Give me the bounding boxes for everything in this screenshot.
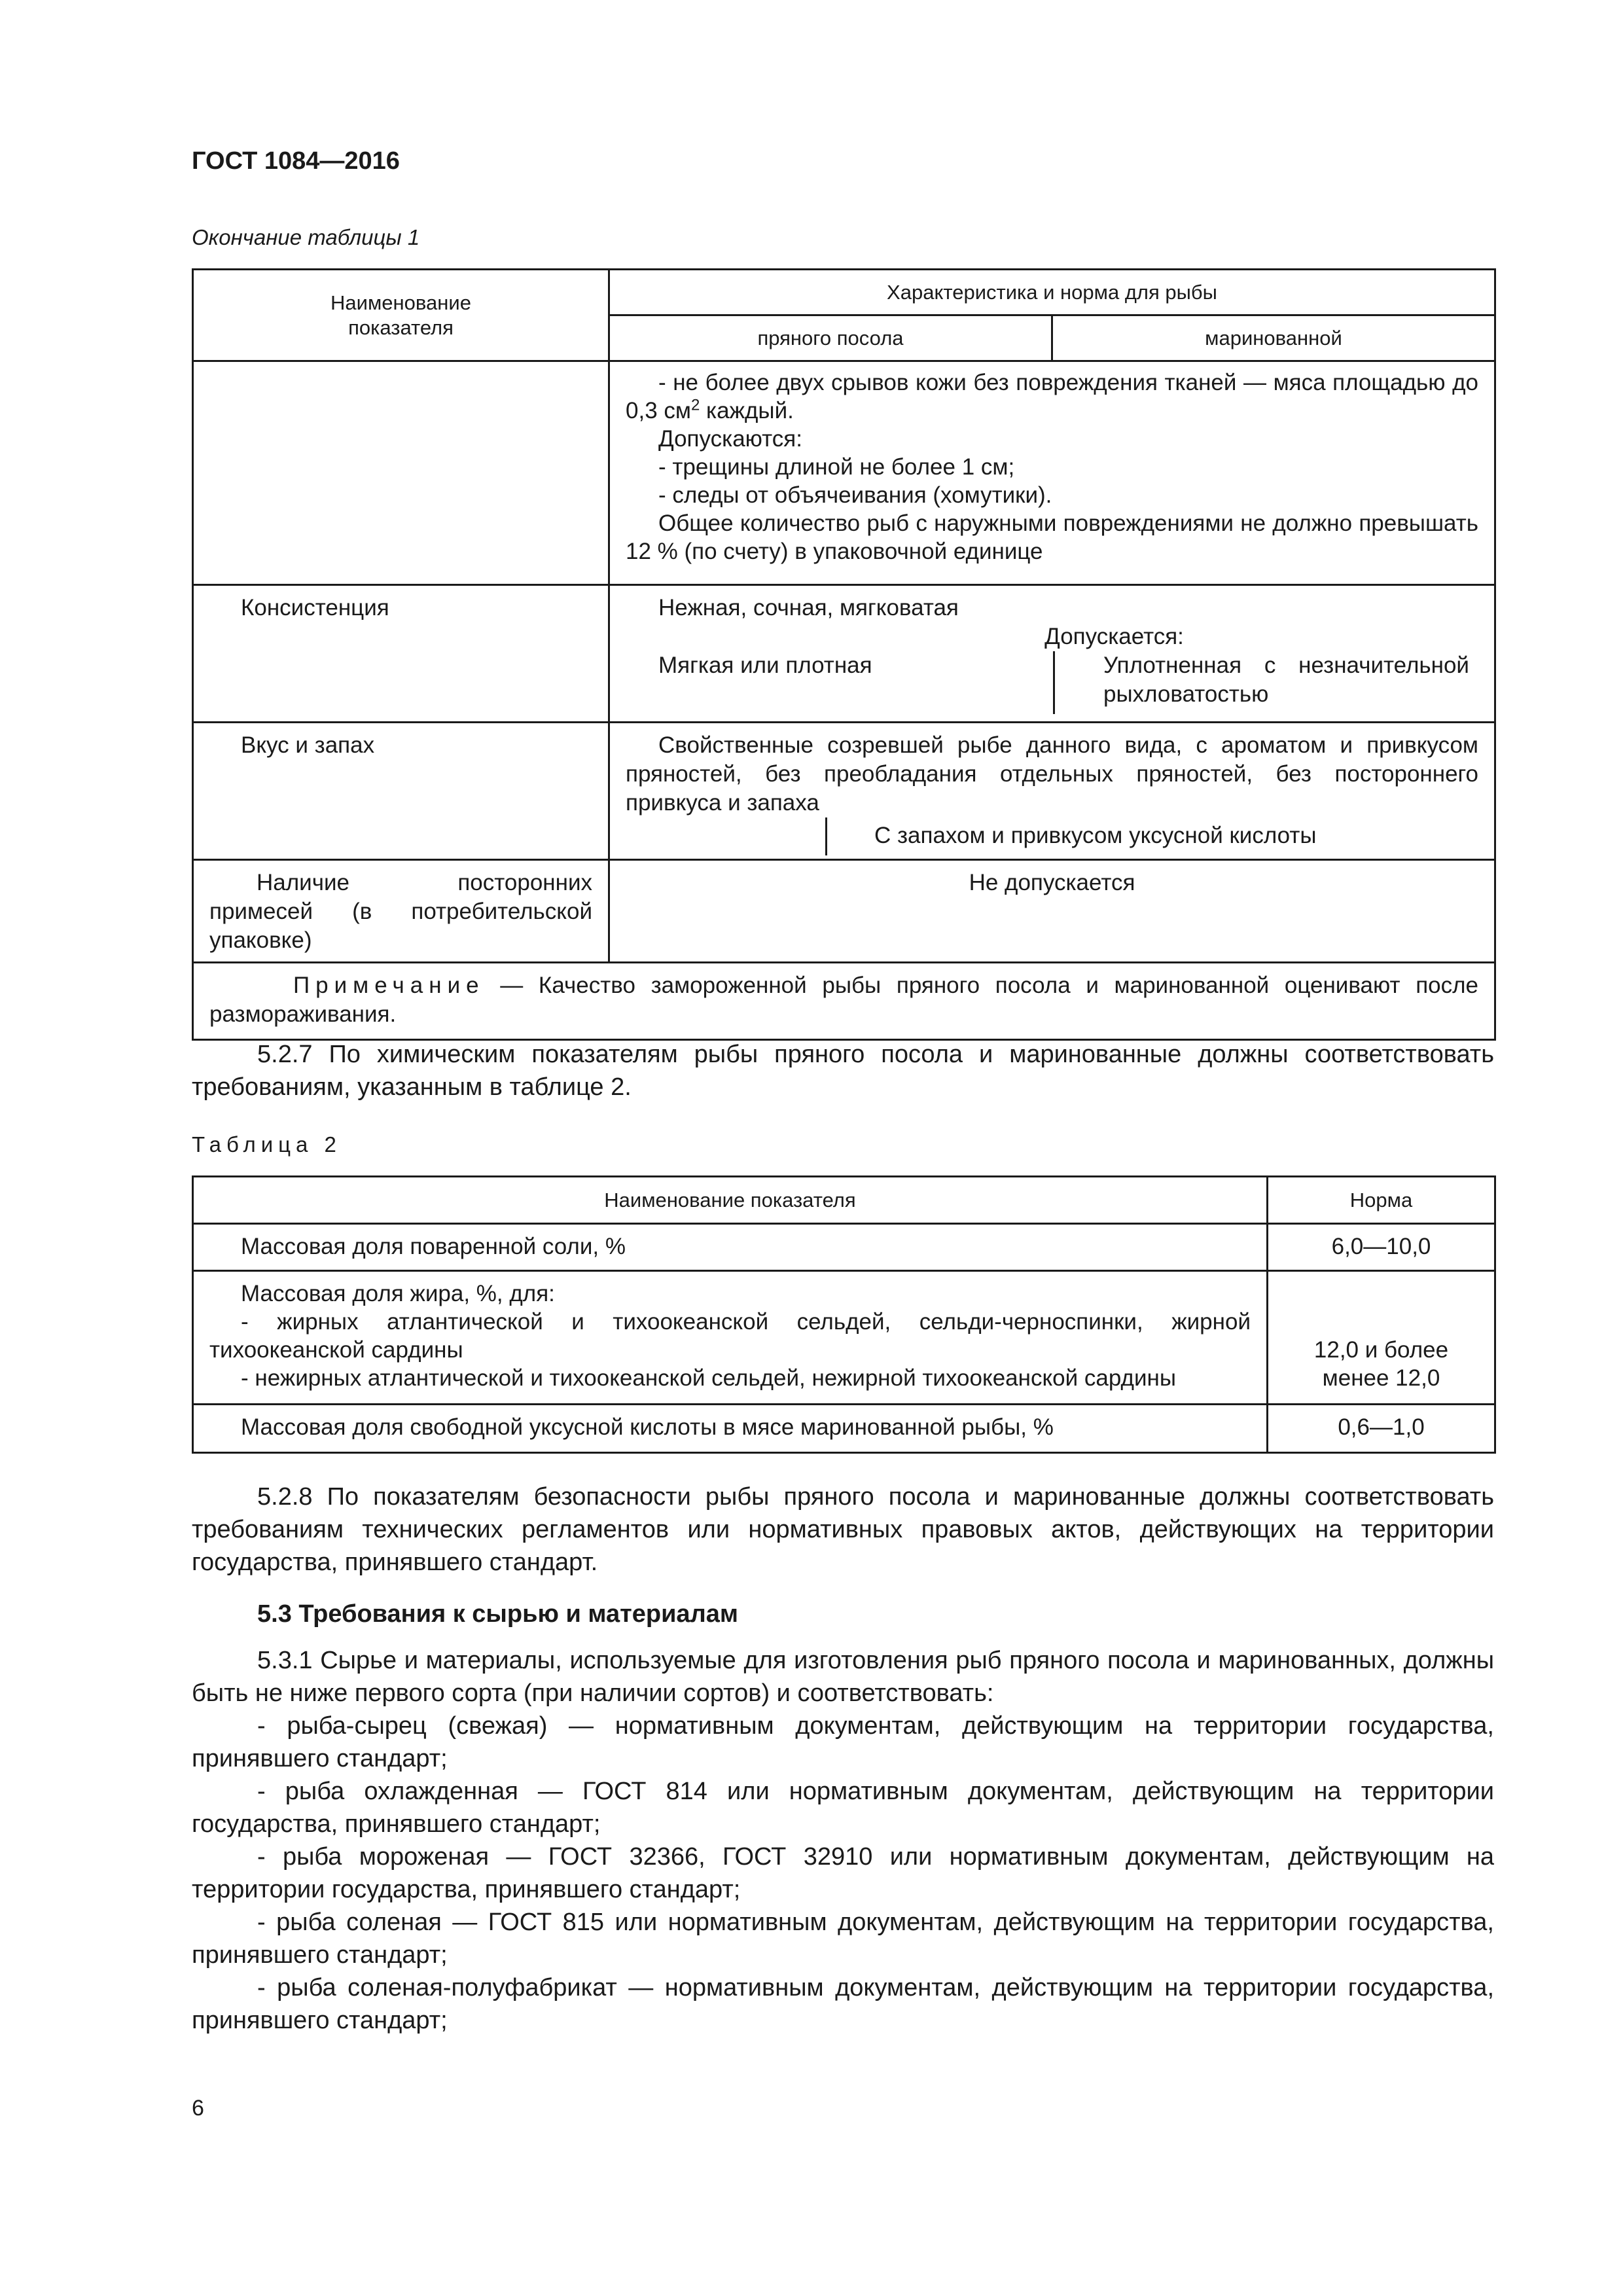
item-2: - рыба охлажденная — ГОСТ 814 или нормативным документам, действующим на территории государства, принявшего стандарт;: [192, 1778, 1494, 1838]
t1-note: [193, 963, 1495, 1040]
t1-row1-value: [609, 361, 1495, 585]
paragraph-5-2-7: 5.2.7 По химическим показателям рыбы пряного посола и маринованные должны соответствовать требованиям, указанным в таблице 2.: [192, 1041, 1494, 1101]
t1-row3-name: Вкус и запах: [193, 723, 609, 860]
t2-row1-name: Массовая доля поваренной соли, %: [193, 1224, 1268, 1271]
t1-row1-line2: Допускаются:: [658, 426, 802, 452]
t1-row1-line3: - трещины длиной не более 1 см;: [658, 454, 1015, 480]
item-3: - рыба мороженая — ГОСТ 32366, ГОСТ 32910 или нормативным документам, действующим на территории государства, принявшего стандарт;: [192, 1843, 1494, 1903]
t1-row1-line5: Общее количество рыб с наружными повреждениями не должно превышать 12 % (по счету) в упаковочной единице: [626, 511, 1478, 564]
t1-header-spiced: пряного посола: [609, 315, 1052, 361]
note-label: Примечание: [293, 973, 485, 998]
t1-row1-line4: - следы от объячеивания (хомутики).: [658, 482, 1052, 508]
t1-row4-value: Не допускается: [609, 860, 1495, 963]
t2-row2-line2: - жирных атлантической и тихоокеанской сельдей, сельди-черноспинки, жирной тихоокеанской сардины: [209, 1309, 1251, 1363]
t1-row2-marinated: Уплотненная с незначительной рыхловатостью: [1053, 651, 1485, 714]
t2-row2-norm2: менее 12,0: [1322, 1365, 1440, 1391]
t2-row2-norm1: 12,0 и более: [1313, 1337, 1449, 1363]
t1-header-name: Наименование показателя: [193, 270, 609, 361]
t2-row2-name: [193, 1271, 1268, 1405]
t2-row1-norm: 6,0—10,0: [1268, 1224, 1495, 1271]
t2-row2-line3: - нежирных атлантической и тихоокеанской сельдей, нежирной тихоокеанской сардины: [241, 1365, 1176, 1391]
t1-row1-name: [193, 361, 609, 585]
t2-row2-line1: Массовая доля жира, %, для:: [241, 1281, 555, 1306]
table-2: [192, 1175, 1496, 1454]
t1-row3-spiced-empty: [610, 817, 825, 855]
item-4: - рыба соленая — ГОСТ 815 или нормативным документам, действующим на территории государства, принявшего стандарт;: [192, 1909, 1494, 1969]
t1-row3-marinated: С запахом и привкусом уксусной кислоты: [825, 817, 1480, 855]
t1-row2-value: [609, 585, 1495, 723]
t2-row3-name: Массовая доля свободной уксусной кислоты в мясе маринованной рыбы, %: [193, 1405, 1268, 1453]
t1-row1-line1: - не более двух срывов кожи без повреждения тканей — мяса площадью до 0,3 $см^2$ каждый.: [626, 370, 1478, 423]
t1-row2-common: Нежная, сочная, мягковатая: [658, 595, 959, 620]
table-1: [192, 268, 1496, 1041]
t1-row2-spiced: Мягкая или плотная: [658, 653, 872, 678]
item-5: - рыба соленая-полуфабрикат — нормативным документам, действующим на территории государства, принявшего стандарт;: [192, 1974, 1494, 2034]
t1-row3-common: Свойственные созревшей рыбе данного вида, с ароматом и привкусом пряностей, без преобладания отдельных пряностей, без постороннего привкуса и запаха: [626, 732, 1478, 816]
t1-row4-name: Наличие посторонних примесей (в потребительской упаковке): [193, 860, 609, 963]
table1-caption: Окончание таблицы 1: [192, 225, 420, 249]
paragraph-5-2-8: 5.2.8 По показателям безопасности рыбы пряного посола и маринованные должны соответствовать требованиям технических регламентов или нормативных правовых актов, действующих на территории государства, принявшего стандарт.: [192, 1483, 1494, 1576]
note-text: — Качество замороженной рыбы пряного посола и маринованной оценивают после размораживания.: [209, 973, 1478, 1027]
item-1: - рыба-сырец (свежая) — нормативным документам, действующим на территории государства, принявшего стандарт;: [192, 1712, 1494, 1772]
paragraph-5-3-1: 5.3.1 Сырье и материалы, используемые для изготовления рыб пряного посола и маринованных, должны быть не ниже первого сорта (при наличии сортов) и соответствовать: - рыба-сырец (свежая) — нормативным документам, действующим на территории государства, принявшего стандарт; - рыба охлажденная — ГОСТ 814 или нормативным документам, действующим на территории государства, принявшего стандарт; - рыба мороженая — ГОСТ 32366, ГОСТ 32910 или нормативным документам, действующим на территории государства, принявшего стандарт; - рыба соленая — ГОСТ 815 или нормативным документам, действующим на территории государства, принявшего стандарт; - рыба соленая-полуфабрикат — нормативным документам, действующим на территории государства, принявшего стандарт;: [192, 1644, 1494, 2037]
t1-row3-value: [609, 723, 1495, 860]
table2-caption: Таблица 2: [192, 1132, 342, 1157]
t1-header-group: Характеристика и норма для рыбы: [609, 270, 1495, 315]
t2-row2-norm: [1268, 1271, 1495, 1405]
t2-header-norm: Норма: [1268, 1177, 1495, 1224]
document-header: ГОСТ 1084—2016: [192, 147, 400, 175]
t2-header-name: Наименование показателя: [193, 1177, 1268, 1224]
t1-header-marinated: маринованной: [1052, 315, 1495, 361]
t2-row3-norm: 0,6—1,0: [1268, 1405, 1495, 1453]
t1-row2-name: Консистенция: [193, 585, 609, 723]
page-number: 6: [192, 2096, 204, 2121]
section-5-3-title: 5.3 Требования к сырью и материалам: [257, 1600, 738, 1628]
t1-row2-allowed: Допускается:: [1044, 624, 1184, 649]
